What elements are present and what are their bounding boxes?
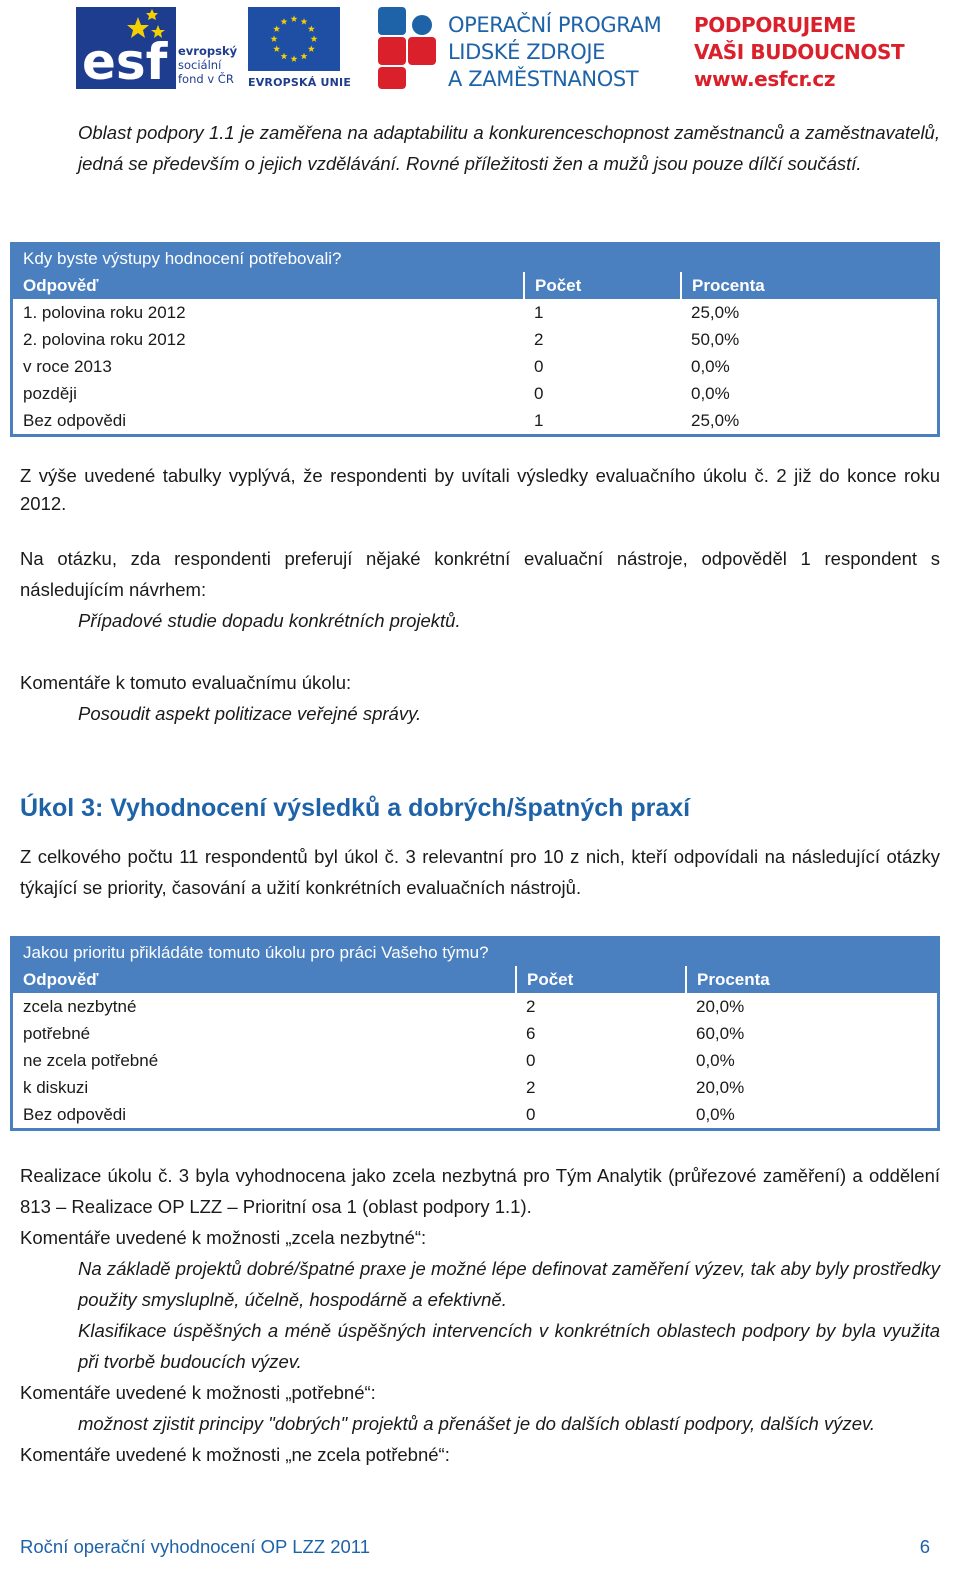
tools-paragraph: Na otázku, zda respondenti preferují nějaké konkrétní evaluační nástroje, odpověděl 1 respondent s následujícím návrhem: [20, 548, 940, 600]
cell-count: 0 [524, 380, 681, 407]
cell-count: 0 [524, 353, 681, 380]
page-header [0, 0, 960, 100]
intro-paragraph: Oblast podpory 1.1 je zaměřena na adaptabilitu a konkurenceschopnost zaměstnanců a zaměstnavatelů, jedná se především o jejich vzdělávání. Rovné příležitosti žen a mužů jsou pouze dílčí součástí. [78, 122, 940, 174]
cell-answer: 2. polovina roku 2012 [12, 326, 525, 353]
table-question-row [12, 244, 939, 273]
realization-block [20, 1160, 940, 1470]
cell-answer: později [12, 380, 525, 407]
table-row [12, 1074, 939, 1101]
tools-quote: Případové studie dopadu konkrétních projektů. [78, 610, 461, 631]
esf-logo-text: evropský sociální fond v ČR [178, 44, 238, 86]
table-row [12, 407, 939, 436]
intro-block [20, 117, 940, 179]
cell-percent: 60,0% [686, 1020, 939, 1047]
cell-count: 1 [524, 407, 681, 436]
cell-percent: 20,0% [686, 993, 939, 1020]
support-slogan: PODPORUJEME VAŠI BUDOUCNOST www.esfcr.cz [694, 13, 905, 91]
column-header-percent: Procenta [686, 966, 939, 993]
task3-intro: Z celkového počtu 11 respondentů byl úkol č. 3 relevantní pro 10 z nich, kteří odpovídali na následující otázky týkající se priority, časování a užití konkrétních evaluačních nástrojů. [20, 846, 940, 898]
realization-paragraph: Realizace úkolu č. 3 byla vyhodnocena jako zcela nezbytná pro Tým Analytik (průřezové zaměření) a oddělení 813 – Realizace OP LZZ – Prioritní osa 1 (oblast podpory 1.1). [20, 1165, 940, 1217]
column-header-count: Počet [524, 272, 681, 299]
comment-label-essential: Komentáře uvedené k možnosti „zcela nezbytné“: [20, 1227, 427, 1248]
column-header-percent: Procenta [681, 272, 939, 299]
priority-table [10, 936, 940, 1131]
table-question: Jakou prioritu přikládáte tomuto úkolu pro práci Vašeho týmu? [12, 938, 939, 967]
column-header-answer: Odpověď [12, 272, 525, 299]
comments-block [20, 667, 940, 729]
cell-percent: 25,0% [681, 407, 939, 436]
timing-table [10, 242, 940, 437]
comments-label: Komentáře k tomuto evaluačnímu úkolu: [20, 672, 352, 693]
cell-answer: v roce 2013 [12, 353, 525, 380]
cell-percent: 0,0% [686, 1047, 939, 1074]
task3-heading: Úkol 3: Vyhodnocení výsledků a dobrých/špatných praxí [20, 794, 691, 822]
esfcr-url[interactable]: www.esfcr.cz [694, 67, 836, 91]
cell-count: 2 [516, 993, 686, 1020]
cell-percent: 25,0% [681, 299, 939, 326]
tools-block [20, 543, 940, 636]
table1-summary-block [20, 462, 940, 518]
cell-answer: 1. polovina roku 2012 [12, 299, 525, 326]
cell-percent: 50,0% [681, 326, 939, 353]
table-question: Kdy byste výstupy hodnocení potřebovali? [12, 244, 939, 273]
table-row [12, 1047, 939, 1074]
table-question-row [12, 938, 939, 967]
cell-answer: Bez odpovědi [12, 407, 525, 436]
comment-essential-2: Klasifikace úspěšných a méně úspěšných intervencích v konkrétních oblastech podpory by byla využita při tvorbě budoucích výzev. [78, 1320, 940, 1372]
table-row [12, 1020, 939, 1047]
cell-answer: ne zcela potřebné [12, 1047, 517, 1074]
cell-count: 0 [516, 1047, 686, 1074]
table-header-row [12, 272, 939, 299]
comments-quote: Posoudit aspekt politizace veřejné správy. [78, 703, 422, 724]
cell-count: 0 [516, 1101, 686, 1130]
cell-answer: zcela nezbytné [12, 993, 517, 1020]
cell-percent: 0,0% [681, 380, 939, 407]
table-row [12, 993, 939, 1020]
op-program-title: OPERAČNÍ PROGRAM LIDSKÉ ZDROJE A ZAMĚSTNANOST [448, 13, 662, 91]
table-row [12, 299, 939, 326]
footer-title: Roční operační vyhodnocení OP LZZ 2011 [20, 1536, 371, 1557]
column-header-answer: Odpověď [12, 966, 517, 993]
cell-count: 2 [524, 326, 681, 353]
column-header-count: Počet [516, 966, 686, 993]
comment-label-not-needed: Komentáře uvedené k možnosti „ne zcela potřebné“: [20, 1444, 450, 1465]
comment-essential-1: Na základě projektů dobré/špatné praxe je možné lépe definovat zaměření výzev, tak aby byly prostředky použity smysluplně, účelně, hospodárně a efektivně. [78, 1258, 940, 1310]
table-header-row [12, 966, 939, 993]
cell-count: 1 [524, 299, 681, 326]
table1-summary: Z výše uvedené tabulky vyplývá, že respondenti by uvítali výsledky evaluačního úkolu č. 2 již do konce roku 2012. [20, 465, 940, 514]
cell-answer: k diskuzi [12, 1074, 517, 1101]
cell-count: 2 [516, 1074, 686, 1101]
comment-needed-1: možnost zjistit principy "dobrých" projektů a přenášet je do dalších oblastí podpory, dalších výzev. [78, 1413, 876, 1434]
cell-percent: 0,0% [686, 1101, 939, 1130]
table-row [12, 380, 939, 407]
page-number: 6 [919, 1536, 930, 1557]
comment-label-needed: Komentáře uvedené k možnosti „potřebné“: [20, 1382, 376, 1403]
table-row [12, 353, 939, 380]
cell-answer: Bez odpovědi [12, 1101, 517, 1130]
cell-count: 6 [516, 1020, 686, 1047]
cell-answer: potřebné [12, 1020, 517, 1047]
cell-percent: 0,0% [681, 353, 939, 380]
eu-label: EVROPSKÁ UNIE [248, 76, 352, 89]
svg-text:esf: esf [82, 33, 168, 89]
table-row [12, 1101, 939, 1130]
task3-intro-block [20, 841, 940, 903]
table-row [12, 326, 939, 353]
page-footer [20, 1536, 930, 1558]
cell-percent: 20,0% [686, 1074, 939, 1101]
